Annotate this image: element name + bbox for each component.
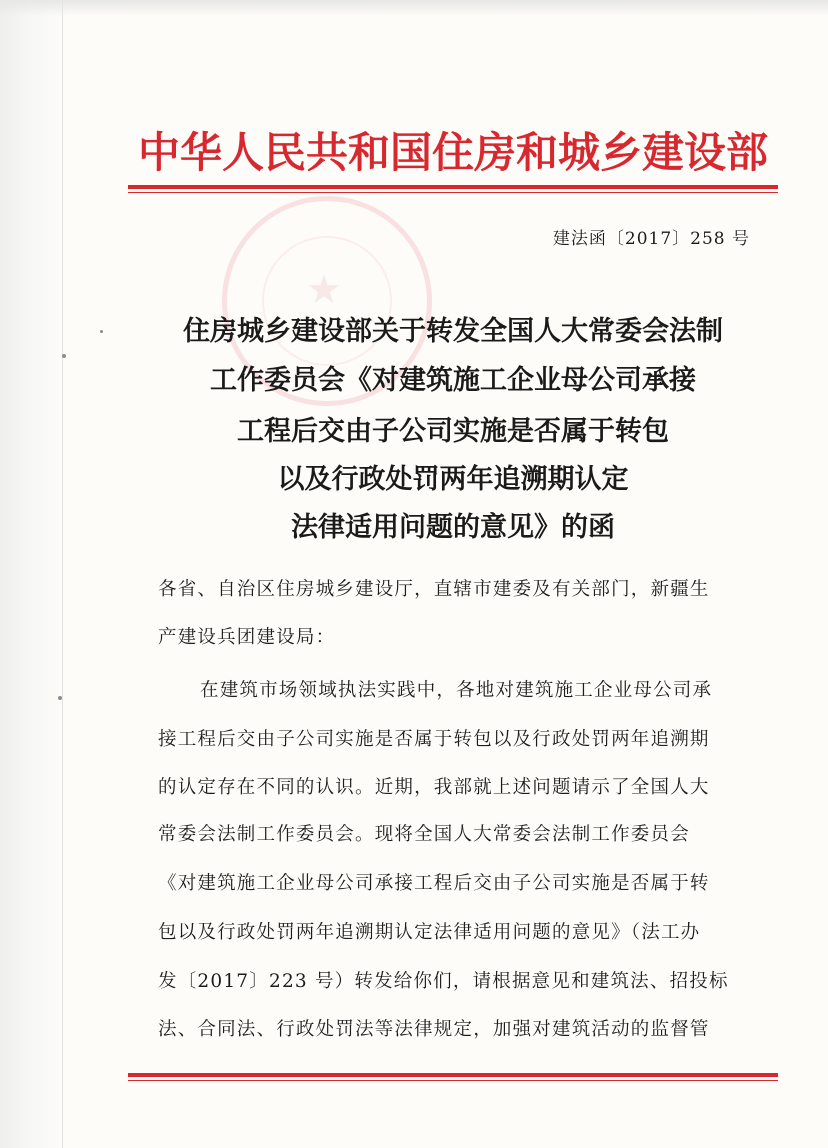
scan-left-shadow <box>0 0 70 1148</box>
body-paragraph-line: 包以及行政处罚两年追溯期认定法律适用问题的意见》（法工办 <box>158 922 701 943</box>
body-paragraph-line: 法、合同法、行政处罚法等法律规定，加强对建筑活动的监督管 <box>158 1019 710 1040</box>
body-paragraph-line: 发〔2017〕223 号）转发给你们，请根据意见和建筑法、招投标 <box>158 971 729 992</box>
body-paragraph-line: 常委会法制工作委员会。现将全国人大常委会法制工作委员会 <box>158 824 690 845</box>
scan-page-edge <box>62 0 63 1148</box>
footer-rule-thin <box>128 1080 778 1081</box>
scan-speck <box>58 696 62 700</box>
document-title-line: 以及行政处罚两年追溯期认定 <box>277 464 629 495</box>
masthead-rule-thick <box>128 185 778 189</box>
seal-star-icon: ★ <box>306 267 342 313</box>
body-paragraph-line: 《对建筑施工企业母公司承接工程后交由子公司实施是否属于转 <box>158 873 710 894</box>
body-paragraph-line: 在建筑市场领域执法实践中，各地对建筑施工企业母公司承 <box>200 680 713 701</box>
scan-speck <box>62 354 66 358</box>
masthead-title: 中华人民共和国住房和城乡建设部 <box>137 128 768 177</box>
addressee-line: 产建设兵团建设局： <box>158 627 336 648</box>
document-title-line: 工作委员会《对建筑施工企业母公司承接 <box>210 365 696 396</box>
document-title-line: 工程后交由子公司实施是否属于转包 <box>237 416 669 447</box>
body-paragraph-line: 的认定存在不同的认识。近期，我部就上述问题请示了全国人大 <box>158 777 710 798</box>
document-number: 建法函〔2017〕258 号 <box>552 229 750 249</box>
document-title-line: 法律适用问题的意见》的函 <box>291 512 615 543</box>
addressee-line: 各省、自治区住房城乡建设厅，直辖市建委及有关部门，新疆生 <box>158 579 710 600</box>
footer-rule-thick <box>128 1073 778 1077</box>
document-title-line: 住房城乡建设部关于转发全国人大常委会法制 <box>183 316 723 347</box>
scan-speck <box>100 330 103 333</box>
scan-top-edge <box>0 0 828 16</box>
masthead-rule-thin <box>128 192 778 193</box>
body-paragraph-line: 接工程后交由子公司实施是否属于转包以及行政处罚两年追溯期 <box>158 729 710 750</box>
